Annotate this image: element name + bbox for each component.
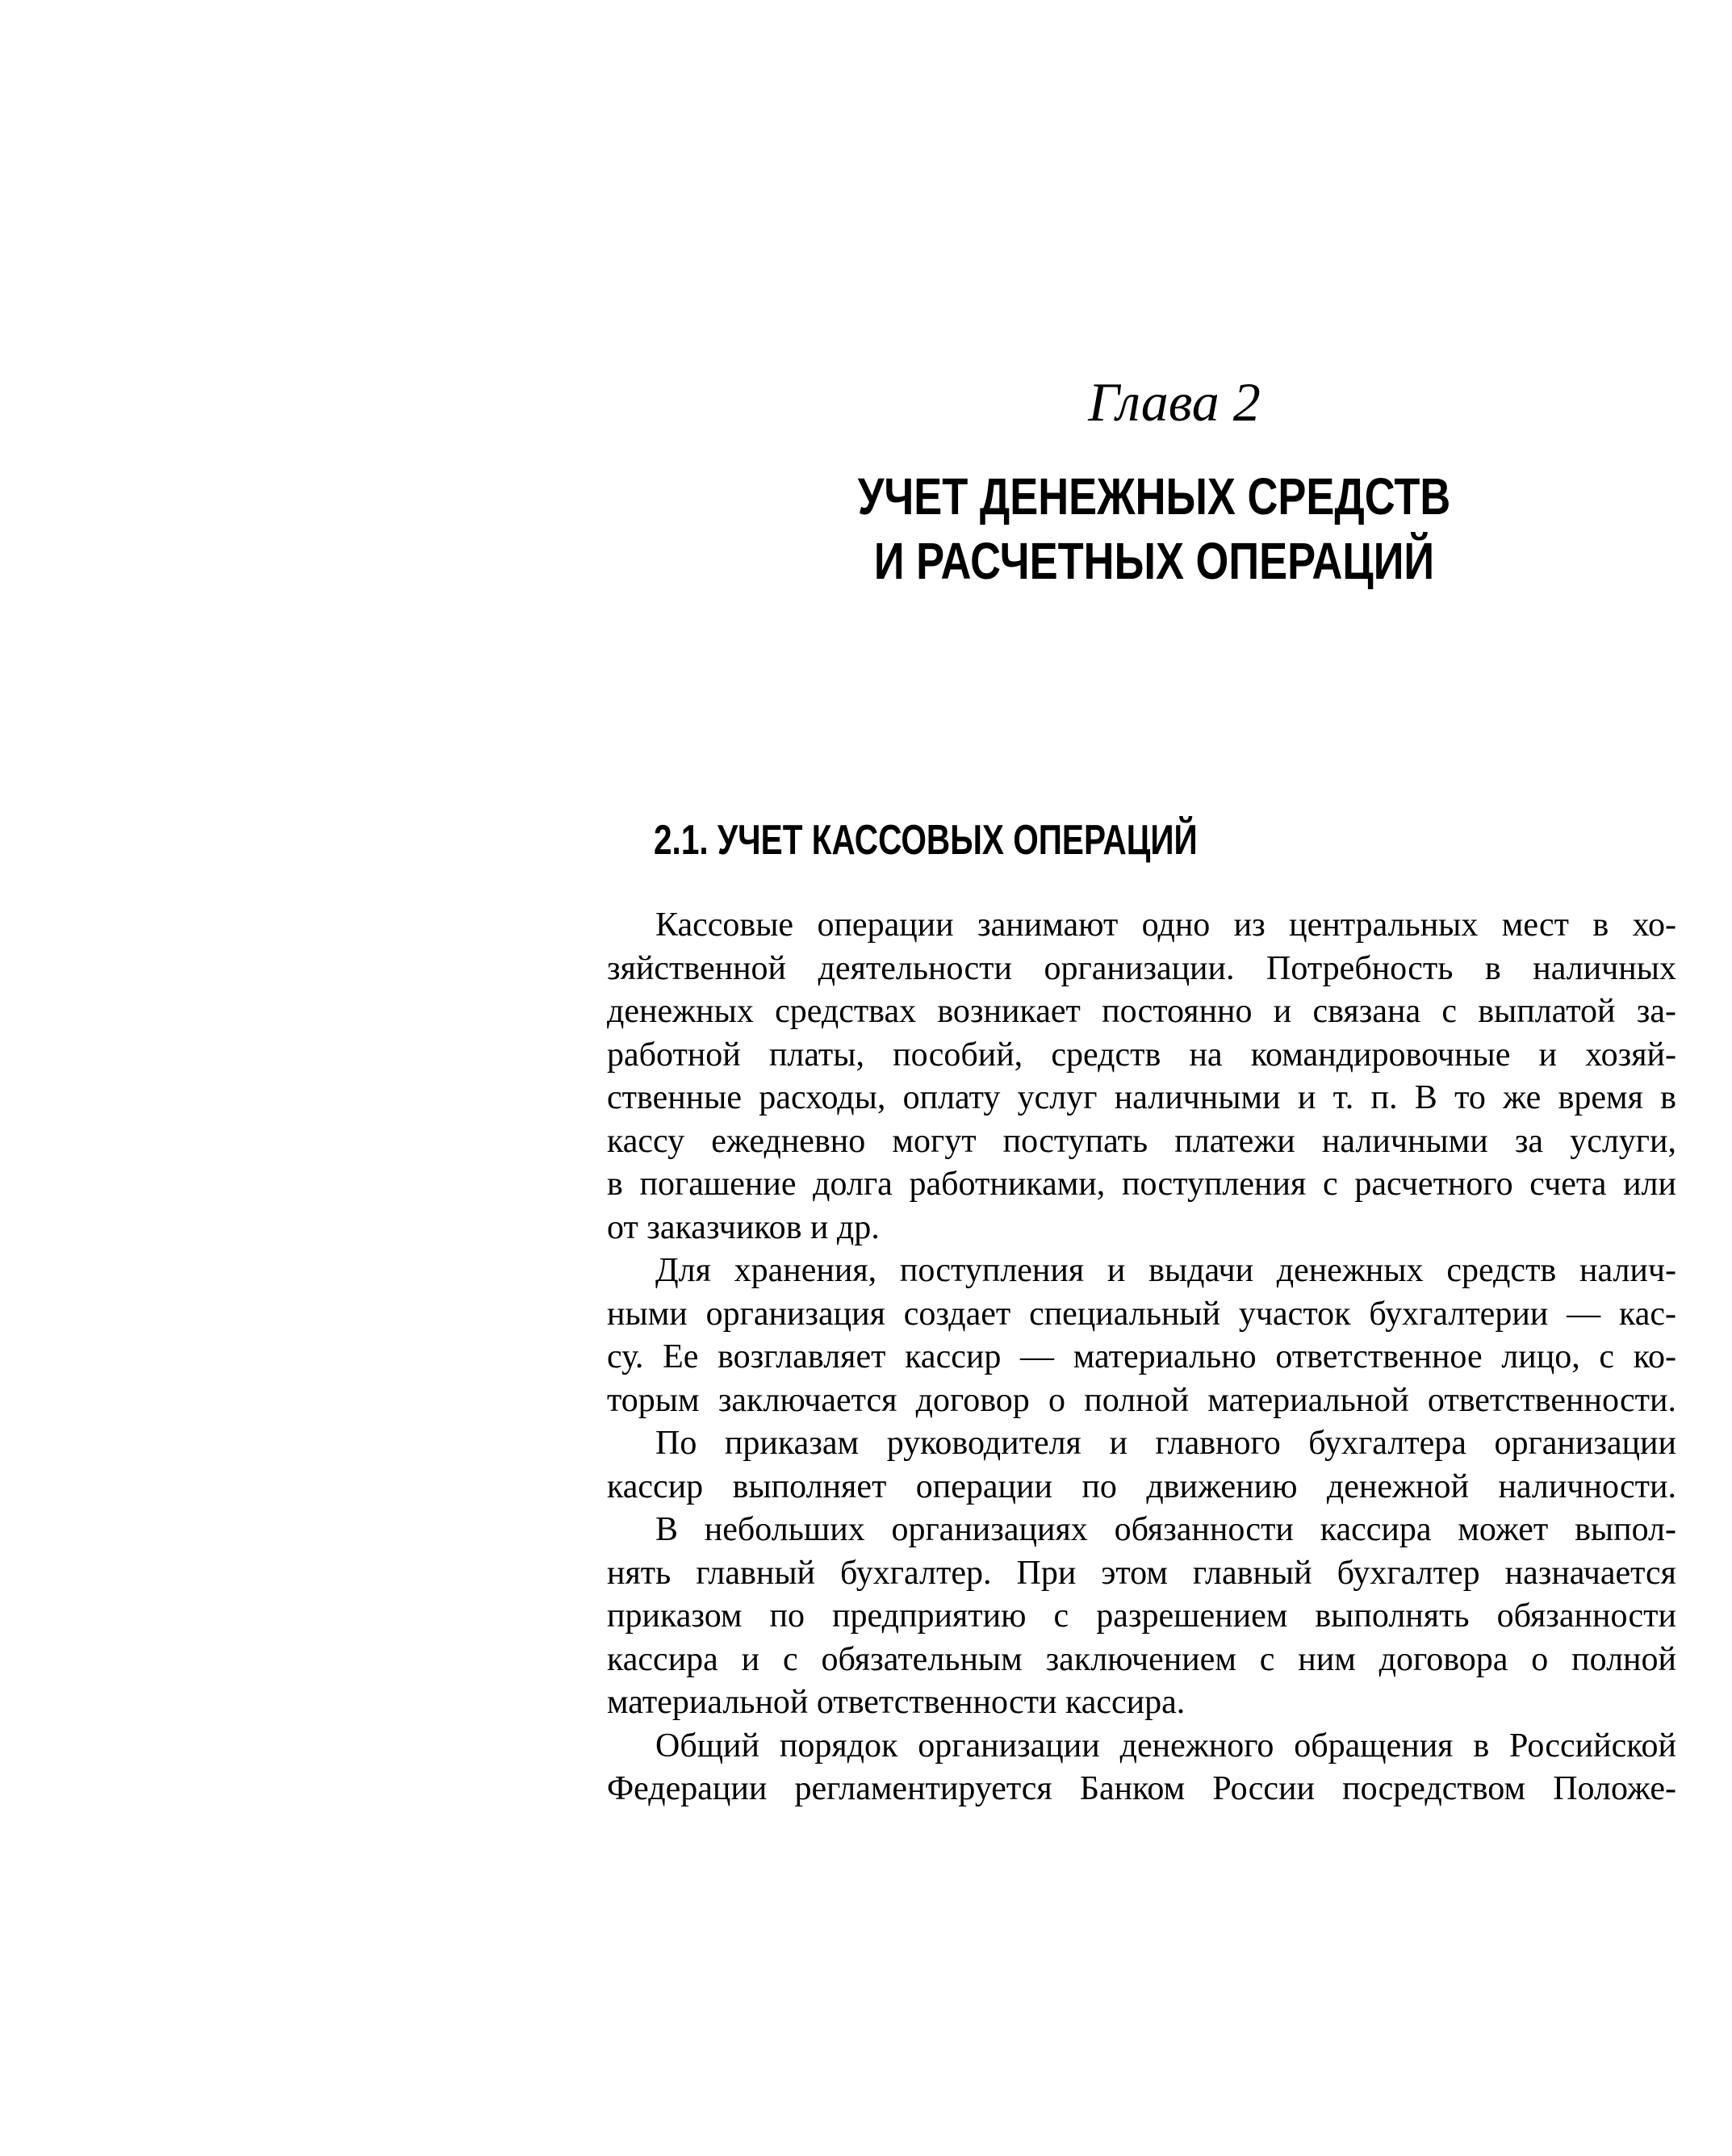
body-text	[607, 904, 1676, 1811]
chapter-label: Глава 2	[1088, 371, 1261, 433]
text-line: в погашение долга работниками, поступления с расчетного счета или	[607, 1166, 1676, 1203]
text-line: су. Ее возглавляет кассир — материально ответственное лицо, с ко-	[607, 1338, 1676, 1375]
chapter-title	[836, 464, 1471, 593]
text-line: работной платы, пособий, средств на командировочные и хозяй-	[607, 1036, 1676, 1074]
text-line: По приказам руководителя и главного бухгалтера организации	[655, 1425, 1676, 1462]
text-line: ными организация создает специальный участок бухгалтерии — кас-	[607, 1295, 1676, 1333]
text-line: Федерации регламентируется Банком России посредством Положе-	[607, 1770, 1676, 1807]
text-line: кассира и с обязательным заключением с ним договора о полной	[607, 1640, 1676, 1678]
text-line: зяйственной деятельности организации. Потребность в наличных	[607, 949, 1676, 987]
chapter-title-line: УЧЕТ ДЕНЕЖНЫХ СРЕДСТВ	[857, 467, 1451, 525]
text-line: кассир выполняет операции по движению денежной наличности.	[607, 1467, 1676, 1505]
text-line: приказом по предприятию с разрешением выполнять обязанности	[607, 1597, 1676, 1635]
text-line: денежных средствах возникает постоянно и связана с выплатой за-	[607, 993, 1676, 1030]
chapter-title-line: И РАСЧЕТНЫХ ОПЕРАЦИЙ	[873, 532, 1435, 590]
text-line: торым заключается договор о полной материальной ответственности.	[607, 1381, 1676, 1419]
text-line: Кассовые операции занимают одно из центральных мест в хо-	[655, 906, 1676, 944]
text-line: В небольших организациях обязанности кассира может выпол-	[655, 1511, 1676, 1548]
text-line: Для хранения, поступления и выдачи денежных средств налич-	[655, 1252, 1676, 1289]
text-line: Общий порядок организации денежного обращения в Российской	[655, 1727, 1676, 1765]
text-line: нять главный бухгалтер. При этом главный бухгалтер назначается	[607, 1554, 1676, 1592]
text-line: кассу ежедневно могут поступать платежи наличными за услуги,	[607, 1122, 1676, 1160]
text-line: от заказчиков и др.	[607, 1208, 880, 1246]
section-heading: 2.1. УЧЕТ КАССОВЫХ ОПЕРАЦИЙ	[654, 817, 1198, 864]
text-line: материальной ответственности кассира.	[607, 1684, 1186, 1721]
text-line: ственные расходы, оплату услуг наличными и т. п. В то же время в	[607, 1079, 1676, 1116]
